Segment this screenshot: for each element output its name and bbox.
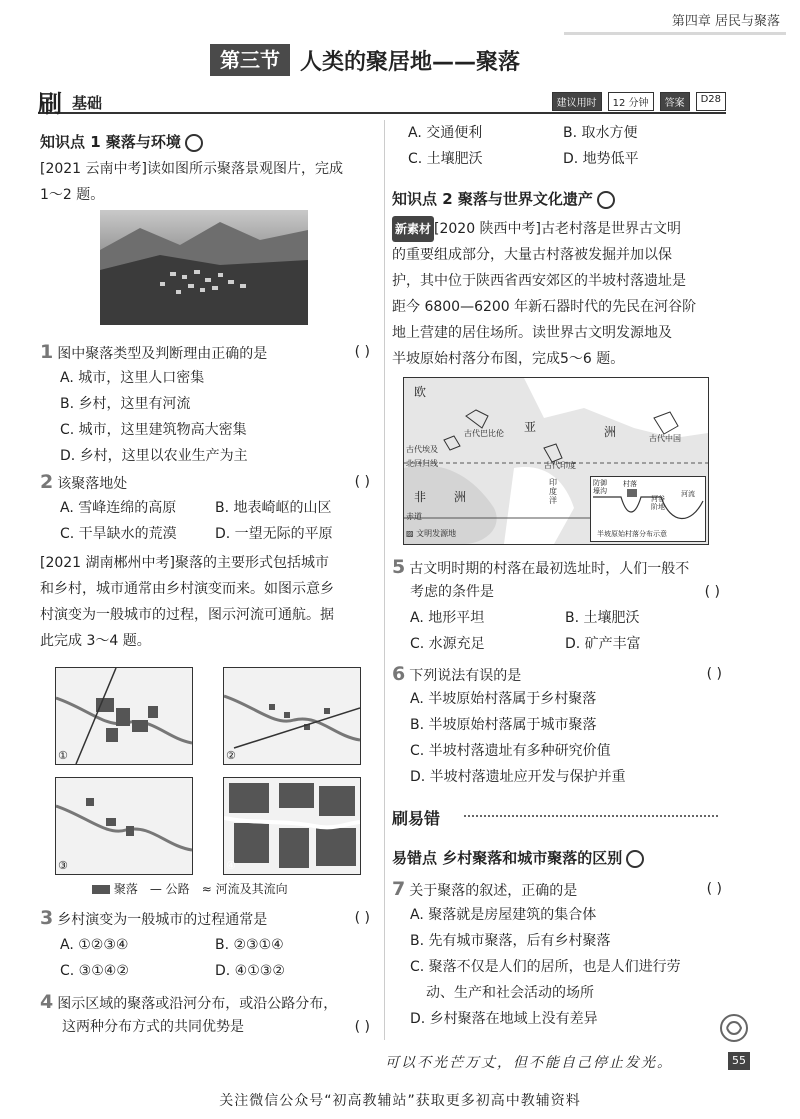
target-icon [185,134,203,152]
label-equator: 赤道 [406,512,422,521]
map-legend: 聚落 — 公路 ≈ 河流及其流向 [92,880,288,897]
label-village: 村落 [623,480,637,488]
easy-title: 刷易错 [392,809,441,828]
q3-option: A. ①②③④ [60,937,129,953]
q1-stem: 图中聚落类型及判断理由正确的是 [57,346,268,362]
q6-paren: ( ) [706,666,722,682]
legend-settlement: 聚落 [113,882,138,896]
q6-option: B. 半坡原始村落属于城市聚落 [410,717,597,733]
q6-option: A. 半坡原始村落属于乡村聚落 [410,691,597,707]
map-4 [223,777,361,875]
base-big-label: 刷 [38,90,62,118]
q7-option: C. 聚落不仅是人们的居所，也是人们进行劳 [410,959,681,975]
knowledge-point-2 [392,188,615,209]
q7-stem: 关于聚落的叙述，正确的是 [409,883,578,899]
intro-1 [40,156,370,208]
banpo-inset [590,476,706,542]
label-africa-2: 洲 [454,490,467,504]
question-2 [40,470,370,496]
label-river: 河流 [681,490,695,498]
label-europe: 欧 [414,385,427,399]
legend-river: 河流及其流向 [215,882,288,896]
q7-number: 7 [392,878,406,900]
intro3-line: [2021 湖南郴州中考]聚落的主要形式包括城市 [40,555,330,571]
q2-options [60,495,370,547]
q5-option: A. 地形平坦 [410,610,485,626]
question-7 [392,877,722,903]
intro-5 [392,216,722,372]
q4-option: D. 地势低平 [563,151,639,167]
label-terrace: 河谷阶地 [651,495,665,511]
q7-option: A. 聚落就是房屋建筑的集合体 [410,907,597,923]
intro1-line: [2021 云南中考]读如图所示聚落景观图片，完成 [40,161,344,177]
map-1 [55,667,193,765]
q1-number: 1 [40,341,54,363]
base-small-label: 基础 [72,94,103,112]
q2-number: 2 [40,471,54,493]
q5-paren: ( ) [704,584,720,600]
q2-option: A. 雪峰连绵的高原 [60,500,177,516]
label-asia-2: 洲 [604,425,617,439]
page-number: 55 [728,1052,750,1070]
q7-paren: ( ) [706,881,722,897]
map-label: ④ [226,859,236,872]
knowledge-point-1 [40,131,203,152]
question-5 [392,555,722,581]
q3-options [60,932,370,984]
q1-option: B. 乡村，这里有河流 [60,396,191,412]
map-label: ② [226,749,236,762]
q5-option: B. 土壤肥沃 [565,610,640,626]
question-3 [40,906,370,932]
q1-paren: ( ) [354,344,370,360]
mountain-village-image [100,210,308,325]
q5-option: C. 水源充足 [410,636,485,652]
intro5-line: 半坡原始村落分布图，完成5～6 题。 [392,351,625,367]
question-6 [392,662,722,688]
time-label: 建议用时 [552,92,602,111]
intro-3 [40,550,375,654]
q3-option: C. ③①④② [60,963,129,979]
kp1-title: 知识点 1 聚落与环境 [40,133,181,151]
label-babylon: 古代巴比伦 [464,429,504,438]
q6-option: D. 半坡村落遗址应开发与保护并重 [410,769,626,785]
target-icon [626,850,644,868]
label-inset: 半坡原始村落分布示意 [597,530,667,538]
q4-paren: ( ) [354,1019,370,1035]
intro5-line: [2020 陕西中考]古老村落是世界古文明 [434,221,682,237]
q7-option: B. 先有城市聚落，后有乡村聚落 [410,933,611,949]
map-legend-civ: ▨ 文明发源地 [406,529,457,538]
q2-option: D. 一望无际的平原 [215,526,333,542]
label-india: 古代印度 [544,461,576,470]
motto: 可以不光芒万丈，但不能自己停止发光。 [385,1055,673,1071]
q4-option: C. 土壤肥沃 [408,151,483,167]
legend-road: 公路 [165,882,190,896]
q5-number: 5 [392,556,406,578]
map-2 [223,667,361,765]
q3-number: 3 [40,907,54,929]
map-label: ① [58,749,68,762]
q1-option: D. 乡村，这里以农业生产为主 [60,448,248,464]
label-egypt: 古代埃及 [406,445,438,454]
q7-options [410,902,681,1032]
q5-option: D. 矿产丰富 [565,636,641,652]
q1-options [60,365,248,469]
intro5-line: 地上营建的居住场所。读世界古文明发源地及 [392,325,672,341]
column-divider [384,120,385,1040]
error-point [392,847,644,868]
footer-note: 关注微信公众号“初高教辅站”获取更多初高中教辅资料 [219,1093,581,1109]
question-4-cont [62,1015,370,1039]
easy-mistake-header [392,806,718,826]
q7-option-cont: 动、生产和社会活动的场所 [426,985,594,1001]
intro5-line: 护，其中位于陕西省西安郊区的半坡村落遗址是 [392,273,686,289]
q2-option: C. 干旱缺水的荒漠 [60,526,177,542]
q1-option: C. 城市，这里建筑物高大密集 [60,422,247,438]
q6-option: C. 半坡村落遗址有多种研究价值 [410,743,611,759]
chapter-header: 第四章 居民与聚落 [564,10,786,35]
q4-option: A. 交通便利 [408,125,483,141]
kp2-title: 知识点 2 聚落与世界文化遗产 [392,190,593,208]
q3-option: B. ②③①④ [215,937,284,953]
intro5-line: 距今 6800—6200 年新石器时代的先民在河谷阶 [392,299,697,315]
answer-page: D28 [696,92,726,111]
q4-options [408,120,718,172]
q4-option: B. 取水方便 [563,125,638,141]
question-5-cont [410,580,720,604]
target-icon [597,191,615,209]
label-moat: 防御壕沟 [593,479,607,495]
section-badge: 第三节 [210,44,290,76]
label-africa: 非 [414,490,427,504]
intro5-line: 的重要组成部分，大量古村落被发掘并加以保 [392,247,672,263]
map-3 [55,777,193,875]
question-1 [40,340,370,366]
label-asia: 亚 [524,420,537,434]
q3-paren: ( ) [354,910,370,926]
q2-stem: 该聚落地处 [57,476,128,492]
question-4 [40,990,375,1016]
time-value: 12 分钟 [608,92,654,111]
q5-options [410,605,720,657]
ep-title: 易错点 乡村聚落和城市聚落的区别 [392,849,623,867]
answer-label: 答案 [660,92,690,111]
intro3-line: 村演变为一般城市的过程，图示河流可通航。据 [40,607,334,623]
section-title [210,44,520,76]
q4-stem2: 这两种分布方式的共同优势是 [62,1019,244,1035]
q5-stem2: 考虑的条件是 [410,584,494,600]
base-header [38,88,726,118]
q4-number: 4 [40,991,54,1013]
map-label: ③ [58,859,68,872]
settlement-photo [100,210,308,325]
intro3-line: 和乡村，城市通常由乡村演变而来。如图示意乡 [40,581,334,597]
q4-stem: 图示区域的聚落或沿河分布，或沿公路分布， [57,996,338,1012]
time-box [552,92,726,111]
q1-option: A. 城市，这里人口密集 [60,370,205,386]
label-china: 古代中国 [649,434,681,443]
legend-civ-text: 文明发源地 [416,529,457,538]
section-name: 人类的聚居地——聚落 [300,49,521,75]
q2-option: B. 地表崎岖的山区 [215,500,332,516]
q5-stem: 古文明时期的村落在最初选址时，人们一般不 [409,561,690,577]
q6-stem: 下列说法有误的是 [409,668,522,684]
q3-stem: 乡村演变为一般城市的过程通常是 [57,912,268,928]
q6-number: 6 [392,663,406,685]
q6-options [410,686,626,790]
label-tropic: 北回归线 [406,459,438,468]
intro1-line: 1～2 题。 [40,187,105,203]
logo-icon [718,1012,750,1046]
q2-paren: ( ) [354,474,370,490]
new-material-badge: 新素材 [392,216,434,242]
label-indian-ocean: 印度洋 [549,478,557,505]
intro3-line: 此完成 3～4 题。 [40,633,151,649]
q7-option: D. 乡村聚落在地域上没有差异 [410,1011,598,1027]
world-civilization-map [403,377,709,545]
q3-option: D. ④①③② [215,963,285,979]
